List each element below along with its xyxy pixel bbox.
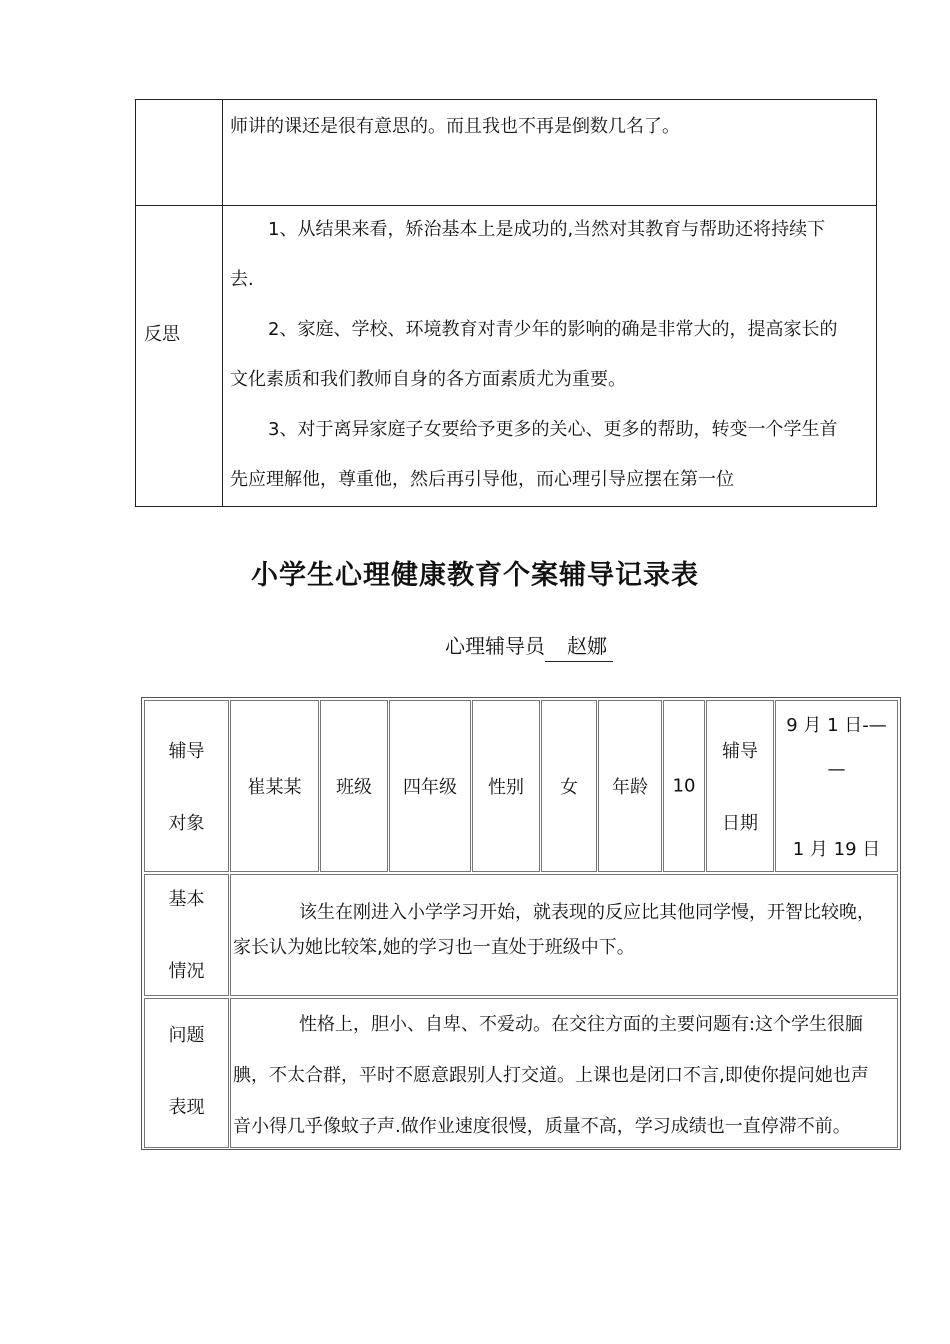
basic-label-cell [144, 874, 229, 996]
age-label-cell [598, 700, 662, 872]
record-table [141, 697, 901, 1150]
column-divider [222, 100, 223, 506]
basic-line: 该生在刚进入小学学习开始，就表现的反应比其他同学慢，开智比较晚， [299, 902, 875, 923]
problem-line: 性格上，胆小、自卑、不爱动。在交往方面的主要问题有:这个学生很腼 [299, 1014, 864, 1035]
age-label: 年龄 [612, 777, 648, 798]
class-value: 四年级 [403, 777, 457, 798]
subject-label-cell [144, 700, 229, 872]
date-label-cell [706, 700, 774, 872]
counselor-line [445, 630, 613, 662]
reflection-line: 3、对于离异家庭子女要给予更多的关心、更多的帮助，转变一个学生首 [268, 419, 838, 440]
class-label-cell [320, 700, 388, 872]
basic-info-text [233, 887, 895, 973]
problem-label-cell [144, 998, 229, 1148]
gender-label: 性别 [488, 777, 524, 798]
problem-text [233, 999, 895, 1152]
subject-label-2: 对象 [168, 813, 205, 834]
date-label-2: 日期 [722, 813, 758, 834]
continuation-text: 师讲的课还是很有意思的。而且我也不再是倒数几名了。 [230, 116, 680, 137]
date-value-cell [775, 700, 898, 872]
problem-cell [230, 998, 898, 1148]
reflection-text [230, 205, 875, 505]
reflection-line: 2、家庭、学校、环境教育对青少年的影响的确是非常大的，提高家长的 [268, 319, 838, 340]
class-value-cell [389, 700, 471, 872]
basic-line: 家长认为她比较笨,她的学习也一直处于班级中下。 [233, 937, 635, 958]
basic-label-1: 基本 [168, 889, 205, 910]
reflection-label: 反思 [144, 324, 180, 345]
date-end: 1 月 19 日 [792, 839, 881, 860]
reflection-line: 先应理解他，尊重他，然后再引导他，而心理引导应摆在第一位 [230, 469, 734, 490]
date-start: 9 月 1 日-— [786, 715, 887, 736]
counselor-label: 心理辅导员 [445, 634, 545, 658]
age-value-cell [663, 700, 705, 872]
gender-value-cell [541, 700, 597, 872]
reflection-line: 1、从结果来看，矫治基本上是成功的,当然对其教育与帮助还将持续下 [268, 219, 826, 240]
problem-label-1: 问题 [168, 1025, 205, 1046]
gender-value: 女 [560, 777, 578, 798]
age-value: 10 [672, 775, 696, 797]
basic-label-2: 情况 [168, 961, 205, 982]
student-name-cell [230, 700, 319, 872]
reflection-line: 去. [230, 269, 254, 290]
problem-line: 音小得几乎像蚊子声.做作业速度很慢，质量不高，学习成绩也一直停滞不前。 [233, 1116, 851, 1137]
date-label-1: 辅导 [722, 741, 758, 762]
date-dash: — [827, 759, 846, 780]
gender-label-cell [472, 700, 540, 872]
basic-info-cell [230, 874, 898, 996]
counselor-name: 赵娜 [545, 630, 613, 662]
page-title: 小学生心理健康教育个案辅导记录表 [251, 560, 699, 591]
student-name: 崔某某 [247, 777, 302, 798]
reflection-line: 文化素质和我们教师自身的各方面素质尤为重要。 [230, 369, 626, 390]
reflection-table [135, 99, 877, 507]
problem-line: 腆，不太合群，平时不愿意跟别人打交道。上课也是闭口不言,即使你提问她也声 [233, 1065, 869, 1086]
subject-label-1: 辅导 [168, 741, 205, 762]
class-label: 班级 [336, 777, 372, 798]
problem-label-2: 表现 [168, 1097, 205, 1118]
